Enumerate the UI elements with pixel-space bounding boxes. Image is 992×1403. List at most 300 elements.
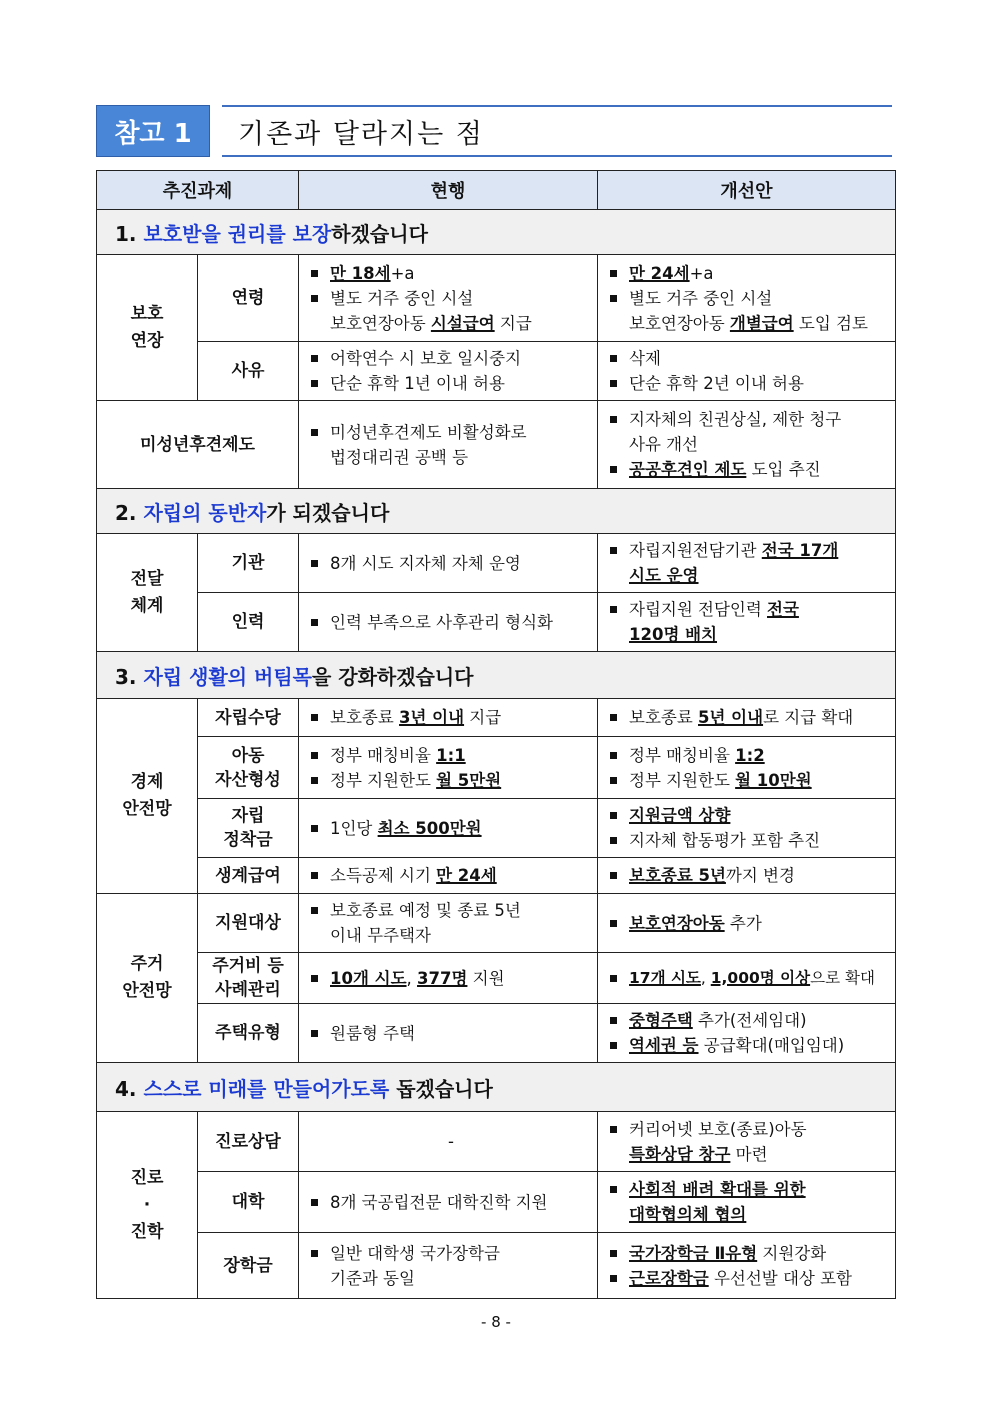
cell-text: 로 지급 확대: [763, 708, 854, 727]
category-cell: [97, 255, 198, 401]
cell-text: 지자체 합동평가 포함 추진: [629, 831, 821, 850]
cell-text: 으로 확대: [810, 968, 875, 987]
cell-text: [629, 1008, 889, 1033]
cell-text: +a: [689, 263, 714, 283]
cell-text: 1,000명 이상: [710, 968, 811, 987]
subcategory-cell: 지원대상: [198, 894, 299, 953]
cell-text: ,: [700, 968, 711, 987]
cell-text: 가 되겠습니다: [266, 500, 390, 525]
section-row: [97, 210, 896, 255]
cell-text: [610, 803, 889, 828]
cell-text: [629, 286, 889, 336]
subcategory-cell: 미성년후견제도: [97, 401, 299, 489]
cell-text: [629, 1117, 889, 1167]
current-cell: [299, 342, 598, 401]
bullet-square-icon: [610, 1126, 617, 1133]
cell-text: 근로장학금: [629, 1268, 709, 1288]
current-cell: [299, 737, 598, 799]
table-row: [97, 342, 896, 401]
bullet-square-icon: [610, 752, 617, 759]
bullet-square-icon: [311, 380, 318, 387]
cell-text: 주거비 등: [212, 956, 284, 976]
current-cell: [299, 1004, 598, 1063]
current-cell: [299, 953, 598, 1004]
cell-text: 월 5만원: [436, 770, 502, 790]
current-cell: [299, 593, 598, 652]
cell-text: [311, 863, 591, 888]
subcategory-cell: 인력: [198, 593, 299, 652]
col-header-improved: 개선안: [598, 171, 896, 210]
bullet-square-icon: [311, 975, 318, 982]
improved-cell: [598, 1233, 896, 1299]
table-row: [97, 1112, 896, 1172]
cell-text: 보호종료 예정 및 종료 5년: [330, 901, 521, 920]
cell-text: 별도 거주 중인 시설: [629, 288, 773, 308]
cell-text: 시도 운영: [629, 566, 699, 585]
subcategory-cell: 진로상담: [198, 1112, 299, 1172]
bullet-square-icon: [311, 872, 318, 879]
cell-text: 전달: [130, 568, 164, 589]
cell-text: 역세권 등: [629, 1036, 699, 1055]
col-header-task: 추진과제: [97, 171, 299, 210]
cell-text: 전국 17개: [761, 541, 839, 560]
cell-text: [311, 1190, 591, 1215]
current-cell: [299, 255, 598, 342]
cell-text: [330, 743, 591, 768]
cell-text: [629, 911, 889, 936]
improved-cell: [598, 534, 896, 593]
cell-text: [330, 768, 591, 793]
cell-text: 보호종료 5년: [629, 866, 726, 885]
improved-cell: [598, 799, 896, 858]
bullet-square-icon: [610, 872, 617, 879]
bullet-square-icon: [311, 355, 318, 362]
cell-text: [610, 286, 889, 336]
cell-text: 17개 시도: [629, 968, 701, 987]
cell-text: 사례관리: [215, 980, 281, 1000]
section-title: [97, 1063, 896, 1112]
table-row: [97, 593, 896, 652]
current-cell: [299, 894, 598, 953]
cell-text: [610, 911, 889, 936]
cell-text: 1:2: [735, 745, 765, 765]
cell-text: 보호연장아동: [629, 313, 730, 333]
bullet-square-icon: [311, 714, 318, 721]
cell-text: 지원금액 상향: [629, 806, 731, 825]
cell-text: 정부 매칭비율: [330, 745, 437, 765]
cell-text: 보호연장아동: [629, 913, 725, 933]
category-cell: [97, 1112, 198, 1299]
bullet-square-icon: [610, 1042, 617, 1049]
improved-cell: [598, 1004, 896, 1063]
cell-text: 개별급여: [729, 313, 794, 333]
cell-text: 소득공제 시기: [330, 866, 437, 885]
category-cell: [97, 894, 198, 1063]
table-row: [97, 1172, 896, 1233]
current-cell: [299, 1172, 598, 1233]
cell-text: [610, 346, 889, 371]
table-row: [97, 1004, 896, 1063]
page-number: - 8 -: [481, 1313, 511, 1331]
category-cell: [97, 699, 198, 894]
subcategory-cell: 자립수당: [198, 699, 299, 737]
cell-text: 공급확대(매입임대): [698, 1036, 845, 1055]
cell-text: [311, 1241, 591, 1291]
cell-text: 특화상담 창구: [629, 1144, 731, 1164]
subcategory-cell: 기관: [198, 534, 299, 593]
current-cell: [299, 699, 598, 737]
cell-text: 단순 휴학 2년 이내 허용: [629, 374, 804, 393]
cell-text: [610, 743, 889, 768]
subcategory-cell: 주택유형: [198, 1004, 299, 1063]
cell-text: 1:1: [436, 745, 466, 765]
cell-text: [610, 538, 889, 588]
bullet-square-icon: [311, 1199, 318, 1206]
cell-text: [330, 705, 591, 730]
cell-text: [610, 1117, 889, 1167]
cell-text: [311, 898, 591, 948]
improved-cell: [598, 342, 896, 401]
improved-cell: [598, 858, 896, 894]
cell-text: +a: [390, 263, 415, 283]
subcategory-cell: [198, 953, 299, 1004]
cell-text: 만 24세: [629, 263, 690, 283]
table-header-row: [97, 171, 896, 210]
cell-text: 자립지원전담기관: [629, 541, 762, 560]
cell-text: [610, 597, 889, 647]
cell-text: 377명: [417, 968, 468, 988]
cell-text: 3년 이내: [399, 708, 465, 727]
cell-text: 미성년후견제도 비활성화로: [330, 422, 527, 442]
bullet-square-icon: [311, 270, 318, 277]
cell-text: [311, 743, 591, 768]
cell-text: [311, 346, 591, 371]
cell-text: 보호종료: [330, 708, 400, 727]
cell-text: 경제: [130, 772, 164, 792]
improved-cell: [598, 699, 896, 737]
bullet-square-icon: [311, 777, 318, 784]
cell-text: 만 24세: [436, 866, 497, 885]
cell-text: [629, 1241, 889, 1266]
cell-text: [610, 966, 889, 991]
cell-text: 지자체의 친권상실, 제한 청구: [629, 410, 842, 429]
cell-text: 자립 생활의 버팀목: [143, 664, 312, 689]
cell-text: 체계: [130, 595, 164, 616]
cell-text: [311, 261, 591, 286]
section-title: [97, 489, 896, 534]
cell-text: [330, 863, 591, 888]
cell-text: 하겠습니다: [331, 221, 428, 246]
bullet-square-icon: [610, 1275, 617, 1282]
cell-text: [610, 1177, 889, 1227]
cell-text: 원룸형 주택: [330, 1023, 415, 1043]
cell-text: 이내 무주택자: [330, 926, 431, 945]
cell-text: [610, 1241, 889, 1266]
section-header: [96, 105, 892, 157]
cell-text: [610, 828, 889, 853]
cell-text: 주거: [130, 954, 164, 974]
cell-text: 추가: [724, 913, 762, 933]
bullet-square-icon: [311, 619, 318, 626]
cell-text: ·: [143, 1194, 151, 1215]
cell-text: 마련: [730, 1144, 768, 1164]
bullet-square-icon: [610, 547, 617, 554]
current-cell: -: [299, 1112, 598, 1172]
cell-text: [629, 803, 889, 828]
cell-text: 전국: [767, 600, 799, 619]
subcategory-cell: 장학금: [198, 1233, 299, 1299]
cell-text: 중형주택: [629, 1011, 693, 1030]
cell-text: [610, 1266, 889, 1291]
cell-text: 진학: [130, 1221, 164, 1242]
bullet-square-icon: [311, 1030, 318, 1037]
cell-text: 도입 추진: [746, 460, 821, 479]
cell-text: 연장: [130, 330, 164, 351]
cell-text: [629, 768, 889, 793]
cell-text: 우선선발 대상 포함: [708, 1268, 852, 1288]
cell-text: [330, 966, 591, 991]
cell-text: [610, 705, 889, 730]
subcategory-cell: 사유: [198, 342, 299, 401]
bullet-square-icon: [610, 416, 617, 423]
cell-text: 자립지원 전담인력: [629, 600, 768, 619]
bullet-square-icon: [610, 812, 617, 819]
subcategory-cell: 생계급여: [198, 858, 299, 894]
cell-text: [311, 610, 591, 635]
cell-text: ,: [406, 968, 418, 988]
improved-cell: [598, 1172, 896, 1233]
cell-text: 만 18세: [330, 263, 391, 283]
improved-cell: [598, 953, 896, 1004]
bullet-square-icon: [311, 429, 318, 436]
cell-text: [610, 1008, 889, 1033]
cell-text: 추가(전세임대): [692, 1011, 807, 1030]
table-row: [97, 534, 896, 593]
improved-cell: [598, 401, 896, 489]
cell-text: 스스로 미래를 만들어가도록: [143, 1076, 390, 1101]
bullet-square-icon: [610, 466, 617, 473]
cell-text: [629, 743, 889, 768]
bullet-square-icon: [311, 907, 318, 914]
table-row: [97, 255, 896, 342]
reference-badge: 참고 1: [96, 105, 210, 157]
cell-text: [610, 1033, 889, 1058]
cell-text: 안전망: [122, 981, 172, 1001]
cell-text: 자산형성: [215, 769, 281, 790]
section-row: [97, 1063, 896, 1112]
table-row: [97, 894, 896, 953]
cell-text: 최소 500만원: [377, 818, 482, 838]
bullet-square-icon: [610, 1017, 617, 1024]
cell-text: 정부 지원한도: [330, 770, 437, 790]
cell-text: 인력 부족으로 사후관리 형식화: [330, 612, 553, 632]
cell-text: [629, 407, 889, 457]
cell-text: [311, 420, 591, 470]
section-title: [97, 210, 896, 255]
cell-text: 시설급여: [430, 313, 495, 333]
bullet-square-icon: [610, 355, 617, 362]
cell-text: 월 10만원: [735, 770, 812, 790]
cell-text: [629, 966, 889, 991]
bullet-square-icon: [311, 1250, 318, 1257]
cell-text: [311, 551, 591, 576]
improved-cell: [598, 1112, 896, 1172]
current-cell: [299, 799, 598, 858]
cell-text: 지급: [494, 313, 532, 333]
cell-text: 을 강화하겠습니다: [311, 664, 474, 689]
cell-text: 까지 변경: [725, 866, 795, 885]
col-header-current: 현행: [299, 171, 598, 210]
cell-text: 단순 휴학 1년 이내 허용: [330, 374, 505, 393]
section-title: [97, 652, 896, 699]
cell-text: 2.: [115, 500, 137, 525]
section-row: [97, 489, 896, 534]
cell-text: [311, 705, 591, 730]
cell-text: [629, 1033, 889, 1058]
cell-text: 삭제: [629, 349, 661, 368]
cell-text: 8개 시도 지자체 자체 운영: [330, 553, 521, 573]
table-row: [97, 737, 896, 799]
cell-text: 5년 이내: [698, 708, 764, 727]
cell-text: 커리어넷 보호(종료)아동: [629, 1119, 807, 1139]
cell-text: 정부 지원한도: [629, 770, 736, 790]
cell-text: [629, 705, 889, 730]
cell-text: 1인당: [330, 818, 378, 838]
table-row: [97, 799, 896, 858]
cell-text: 정부 매칭비율: [629, 745, 736, 765]
cell-text: [629, 597, 889, 647]
cell-text: [330, 816, 591, 841]
cell-text: 아동: [231, 745, 265, 766]
bullet-square-icon: [610, 270, 617, 277]
cell-text: [311, 286, 591, 336]
cell-text: 정착금: [223, 830, 273, 850]
cell-text: 4.: [115, 1076, 137, 1101]
cell-text: [311, 768, 591, 793]
cell-text: 대학협의체 협의: [629, 1205, 747, 1224]
cell-text: 1.: [115, 221, 137, 246]
cell-text: 지급: [464, 708, 502, 727]
bullet-square-icon: [610, 606, 617, 613]
bullet-square-icon: [610, 837, 617, 844]
improved-cell: [598, 737, 896, 799]
subcategory-cell: [198, 799, 299, 858]
table-row: [97, 401, 896, 489]
current-cell: [299, 534, 598, 593]
cell-text: 3.: [115, 664, 137, 689]
cell-text: 지원: [467, 968, 505, 988]
cell-text: [330, 1241, 591, 1291]
cell-text: [610, 407, 889, 457]
bullet-square-icon: [311, 295, 318, 302]
cell-text: [629, 863, 889, 888]
cell-text: 지원강화: [757, 1243, 827, 1263]
bullet-square-icon: [610, 777, 617, 784]
cell-text: 도입 검토: [793, 313, 868, 333]
improved-cell: [598, 894, 896, 953]
cell-text: [629, 457, 889, 482]
cell-text: 120명 배치: [629, 625, 718, 644]
current-cell: [299, 858, 598, 894]
cell-text: [610, 768, 889, 793]
subcategory-cell: 대학: [198, 1172, 299, 1233]
cell-text: 보호받을 권리를 보장: [143, 221, 332, 246]
cell-text: [610, 863, 889, 888]
cell-text: 법정대리권 공백 등: [330, 447, 469, 467]
cell-text: [610, 371, 889, 396]
cell-text: 기준과 동일: [330, 1268, 415, 1288]
cell-text: 공공후견인 제도: [629, 460, 747, 479]
bullet-square-icon: [610, 975, 617, 982]
cell-text: [311, 816, 591, 841]
current-cell: [299, 401, 598, 489]
cell-text: [610, 261, 889, 286]
bullet-square-icon: [311, 560, 318, 567]
bullet-square-icon: [610, 920, 617, 927]
cell-text: 자립의 동반자: [143, 500, 267, 525]
cell-text: [629, 261, 889, 286]
cell-text: 안전망: [122, 799, 172, 819]
cell-text: 보호연장아동: [330, 313, 431, 333]
cell-text: 보호: [130, 303, 164, 324]
cell-text: [311, 1021, 591, 1046]
cell-text: 국가장학금 Ⅱ유형: [629, 1243, 758, 1263]
cell-text: [311, 371, 591, 396]
cell-text: 진로: [130, 1167, 164, 1188]
current-cell: [299, 1233, 598, 1299]
cell-text: [629, 1266, 889, 1291]
subcategory-cell: [198, 737, 299, 799]
section-row: [97, 652, 896, 699]
cell-text: [330, 420, 591, 470]
table-row: [97, 1233, 896, 1299]
bullet-square-icon: [610, 1186, 617, 1193]
cell-text: [629, 1177, 889, 1227]
table-row: [97, 858, 896, 894]
bullet-square-icon: [311, 825, 318, 832]
page-title: 기존과 달라지는 점: [222, 105, 892, 157]
cell-text: [330, 261, 591, 286]
cell-text: 돕겠습니다: [389, 1076, 493, 1101]
bullet-square-icon: [610, 295, 617, 302]
cell-text: 일반 대학생 국가장학금: [330, 1243, 500, 1263]
bullet-square-icon: [610, 380, 617, 387]
table-row: [97, 953, 896, 1004]
table-row: [97, 699, 896, 737]
cell-text: 자립: [231, 806, 265, 826]
cell-text: [330, 898, 591, 948]
improved-cell: [598, 593, 896, 652]
comparison-table: [96, 170, 896, 1299]
cell-text: 사유 개선: [629, 435, 699, 454]
cell-text: 8개 국공립전문 대학진학 지원: [330, 1192, 548, 1212]
improved-cell: [598, 255, 896, 342]
cell-text: 어학연수 시 보호 일시중지: [330, 349, 522, 368]
bullet-square-icon: [610, 1250, 617, 1257]
bullet-square-icon: [610, 714, 617, 721]
category-cell: [97, 534, 198, 652]
cell-text: [610, 457, 889, 482]
cell-text: 사회적 배려 확대를 위한: [629, 1180, 806, 1199]
subcategory-cell: 연령: [198, 255, 299, 342]
cell-text: [311, 966, 591, 991]
cell-text: [330, 286, 591, 336]
cell-text: 보호종료: [629, 708, 699, 727]
cell-text: 10개 시도: [330, 968, 407, 988]
cell-text: [629, 538, 889, 588]
cell-text: 별도 거주 중인 시설: [330, 288, 474, 308]
bullet-square-icon: [311, 752, 318, 759]
